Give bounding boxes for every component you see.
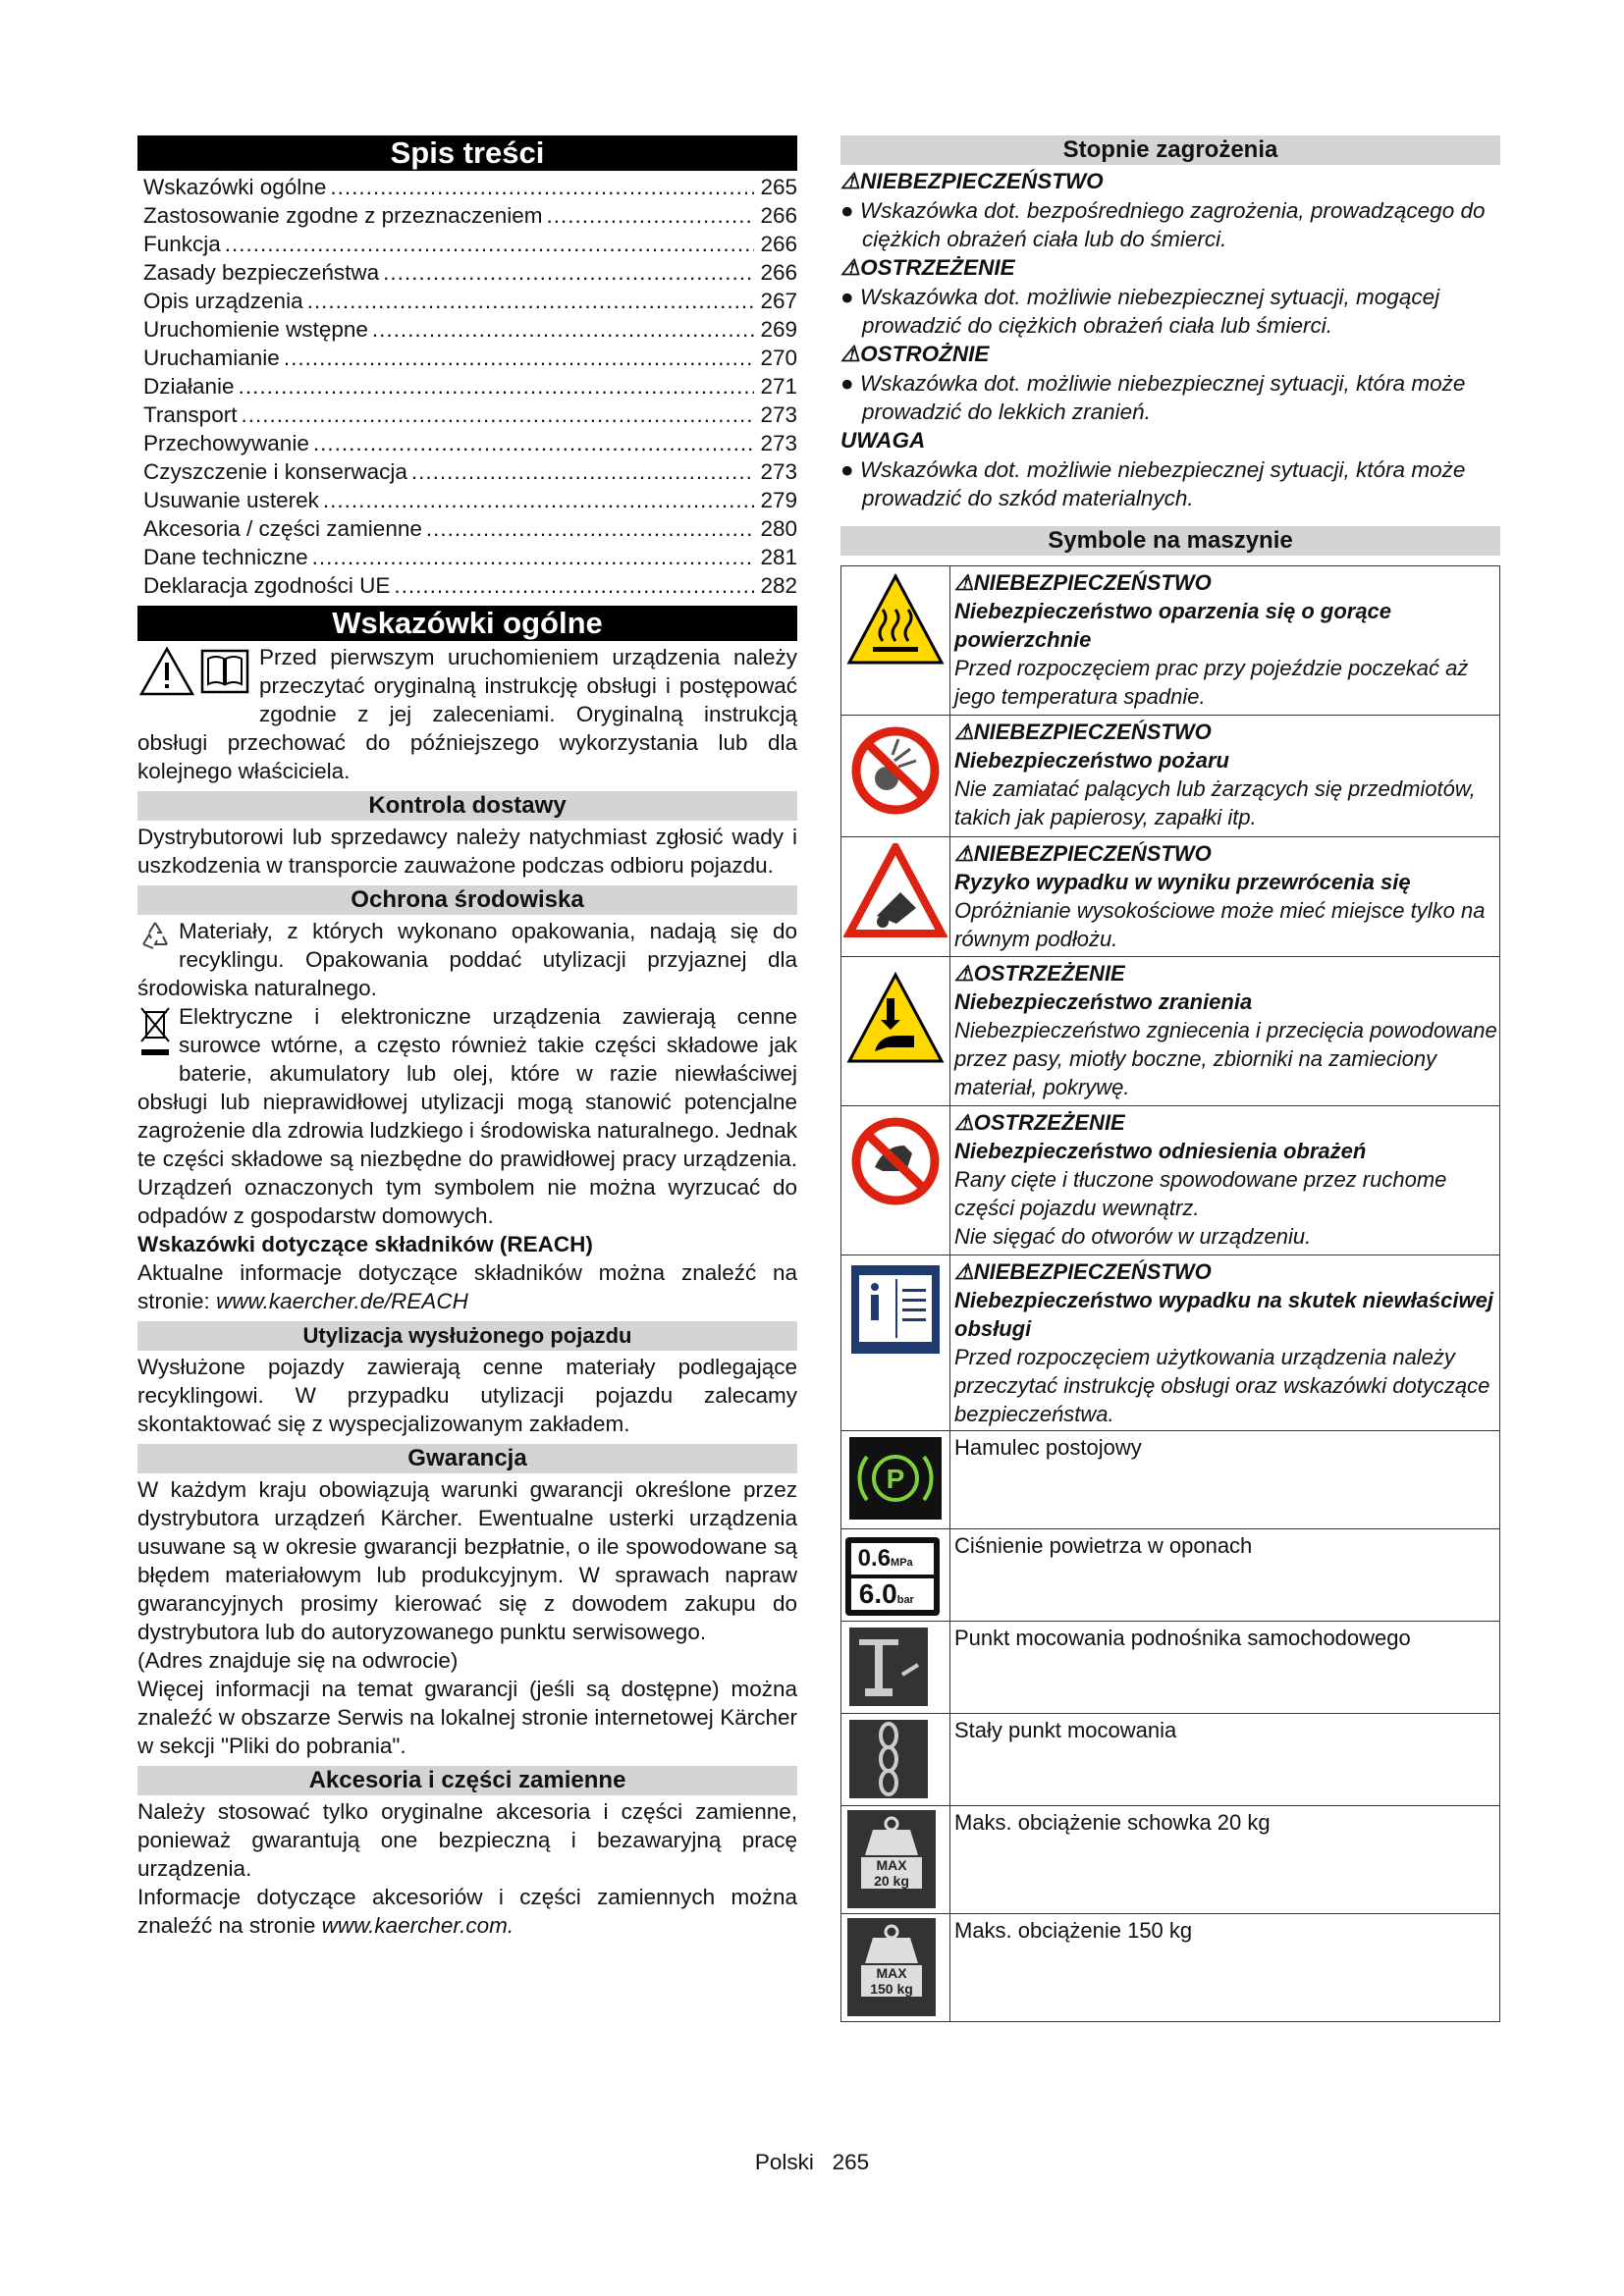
toc-entry[interactable]: Wskazówki ogólne ..... 265 xyxy=(143,173,797,201)
symbol-text: ⚠OSTRZEŻENIE Niebezpieczeństwo zranienia Niebezpieczeństwo zgniecenia i przecięcia powodowane przez pasy, miotły boczne, zbiorniki na zamieciony materiał, pokrywę. xyxy=(950,957,1500,1106)
footer-page-number: 265 xyxy=(832,2150,870,2174)
disposal-title: Utylizacja wysłużonego pojazdu xyxy=(137,1321,797,1351)
right-column xyxy=(840,135,1500,2022)
table-row xyxy=(841,957,1500,1106)
table-row xyxy=(841,1914,1500,2022)
max-load-20kg-icon: MAX 20 kg xyxy=(841,1806,950,1914)
page-footer xyxy=(0,2150,1624,2175)
hazard-level-text: ● Wskazówka dot. możliwie niebezpiecznej sytuacji, która może prowadzić do lekkich zranień. xyxy=(840,371,1466,424)
tire-pressure-icon: 0.6MPa 6.0bar xyxy=(841,1529,950,1622)
toc-entry[interactable]: Deklaracja zgodności UE ..... 282 xyxy=(143,571,797,600)
read-manual-icon xyxy=(841,1255,950,1431)
footer-language: Polski xyxy=(754,2150,814,2174)
toc-list xyxy=(137,173,797,600)
accessories-text-1: Należy stosować tylko oryginalne akcesoria i części zamienne, ponieważ gwarantują one bezpieczną i bezawaryjną pracę urządzenia. xyxy=(137,1799,797,1881)
hot-surface-icon xyxy=(841,566,950,716)
symbol-text: Maks. obciążenie 150 kg xyxy=(950,1914,1500,2022)
svg-text:P: P xyxy=(886,1464,905,1494)
max-load-150kg-icon: MAX 150 kg xyxy=(841,1914,950,2022)
symbol-text: Ciśnienie powietrza w oponach xyxy=(950,1529,1500,1622)
warranty-text-3: Więcej informacji na temat gwarancji (jeśli są dostępne) można znaleźć w obszarze Serwis na lokalnej stronie internetowej Kärcher w sekcji "Pliki do pobrania". xyxy=(137,1677,797,1758)
symbols-title: Symbole na maszynie xyxy=(840,526,1500,556)
recycle-text: Materiały, z których wykonano opakowania, nadają się do recyklingu. Opakowania poddać utylizacji przyjaznej dla środowiska naturalnego. xyxy=(137,919,797,1000)
toc-entry[interactable]: Transport ..... 273 xyxy=(143,400,797,429)
symbol-text: Punkt mocowania podnośnika samochodowego xyxy=(950,1622,1500,1714)
table-row xyxy=(841,1622,1500,1714)
warning-triangle-icon xyxy=(137,645,253,705)
toc-entry[interactable]: Usuwanie usterek ..... 279 xyxy=(143,486,797,514)
symbol-text: ⚠NIEBEZPIECZEŃSTWO Niebezpieczeństwo oparzenia się o gorące powierzchnie Przed rozpoczęciem prac przy pojeździe poczekać aż jego temperatura spadnie. xyxy=(950,566,1500,716)
reach-title: Wskazówki dotyczące składników (REACH) xyxy=(137,1232,593,1256)
table-row xyxy=(841,566,1500,716)
hazard-level-text: ● Wskazówka dot. możliwie niebezpiecznej sytuacji, mogącej prowadzić do ciężkich obrażeń ciała lub śmierci. xyxy=(840,285,1440,338)
hazard-level-name: ⚠NIEBEZPIECZEŃSTWO xyxy=(840,169,1104,193)
disposal-text: Wysłużone pojazdy zawierają cenne materiały podlegające recyklingowi. W przypadku utylizacji pojazdu zalecamy skontaktować się z wyspecjalizowanym zakładem. xyxy=(137,1355,797,1436)
left-column xyxy=(137,135,797,1940)
general-title: Wskazówki ogólne xyxy=(137,606,797,641)
toc-entry[interactable]: Czyszczenie i konserwacja ..... 273 xyxy=(143,457,797,486)
recycle-icon xyxy=(137,919,173,961)
environment-title: Ochrona środowiska xyxy=(137,885,797,915)
hazard-title: Stopnie zagrożenia xyxy=(840,135,1500,165)
delivery-title: Kontrola dostawy xyxy=(137,791,797,821)
warranty-text-2: (Adres znajduje się na odwrocie) xyxy=(137,1648,459,1673)
accessories-title: Akcesoria i części zamienne xyxy=(137,1766,797,1795)
crush-hand-icon xyxy=(841,957,950,1106)
table-row xyxy=(841,1106,1500,1255)
hazard-level-name: UWAGA xyxy=(840,428,926,453)
table-row xyxy=(841,1255,1500,1431)
parking-brake-icon xyxy=(841,1431,950,1529)
toc-entry[interactable]: Działanie ..... 271 xyxy=(143,372,797,400)
tie-down-point-icon xyxy=(841,1714,950,1806)
no-reach-in-icon xyxy=(841,1106,950,1255)
no-fire-icon xyxy=(841,716,950,837)
toc-entry[interactable]: Przechowywanie ..... 273 xyxy=(143,429,797,457)
table-row xyxy=(841,837,1500,957)
hazard-level-text: ● Wskazówka dot. bezpośredniego zagrożenia, prowadzącego do ciężkich obrażeń ciała lub do śmierci. xyxy=(840,198,1486,251)
symbols-table xyxy=(840,565,1500,2022)
table-row xyxy=(841,1529,1500,1622)
accessories-text-2: Informacje dotyczące akcesoriów i części zamiennych można znaleźć na stronie www.kaercher.com. xyxy=(137,1885,797,1938)
toc-title: Spis treści xyxy=(137,135,797,171)
crossed-bin-icon xyxy=(137,1004,173,1068)
toc-entry[interactable]: Opis urządzenia ..... 267 xyxy=(143,287,797,315)
weee-text: Elektryczne i elektroniczne urządzenia zawierają cenne surowce wtórne, a często również takie części składowe jak baterie, akumulatory lub olej, które w razie niewłaściwej obsługi lub nieprawidłowej utylizacji mogą stanowić potencjalne zagrożenie dla zdrowia ludzkiego i środowiska naturalnego. Jednak te części składowe są niezbędne do prawidłowej pracy urządzenia. Urządzeń oznaczonych tym symbolem nie można wyrzucać do odpadów z gospodarstw domowych. xyxy=(137,1004,797,1228)
hazard-level-name: ⚠OSTRZEŻENIE xyxy=(840,255,1015,280)
accessories-link[interactable]: www.kaercher.com. xyxy=(321,1913,514,1938)
toc-entry[interactable]: Uruchomienie wstępne ..... 269 xyxy=(143,315,797,344)
symbol-text: Hamulec postojowy xyxy=(950,1431,1500,1529)
delivery-text: Dystrybutorowi lub sprzedawcy należy natychmiast zgłosić wady i uszkodzenia w transporcie zauważone podczas odbioru pojazdu. xyxy=(137,825,797,878)
toc-entry[interactable]: Zasady bezpieczeństwa ..... 266 xyxy=(143,258,797,287)
toc-entry[interactable]: Zastosowanie zgodne z przeznaczeniem ..... 266 xyxy=(143,201,797,230)
symbol-text: Stały punkt mocowania xyxy=(950,1714,1500,1806)
symbol-text: ⚠NIEBEZPIECZEŃSTWO Ryzyko wypadku w wyniku przewrócenia się Opróżnianie wysokościowe może mieć miejsce tylko na równym podłożu. xyxy=(950,837,1500,957)
warranty-title: Gwarancja xyxy=(137,1444,797,1473)
table-row xyxy=(841,1714,1500,1806)
hazard-levels xyxy=(840,167,1500,512)
toc-entry[interactable]: Dane techniczne ..... 281 xyxy=(143,543,797,571)
hazard-level-text: ● Wskazówka dot. możliwie niebezpiecznej sytuacji, która może prowadzić do szkód materialnych. xyxy=(840,457,1466,510)
toc-entry[interactable]: Uruchamianie ..... 270 xyxy=(143,344,797,372)
table-row xyxy=(841,716,1500,837)
tip-over-icon xyxy=(841,837,950,957)
warranty-text-1: W każdym kraju obowiązują warunki gwarancji określone przez dystrybutora urządzeń Kärcher. Ewentualne usterki urządzenia usuwane są w okresie gwarancji bezpłatnie, o ile spowodowane są błędem materiałowym lub produkcyjnym. W sprawach napraw gwarancyjnych prosimy kierować się z dowodem zakupu do dystrybutora lub do autoryzowanego punktu serwisowego. xyxy=(137,1477,797,1644)
reach-link[interactable]: www.kaercher.de/REACH xyxy=(216,1289,468,1313)
toc-entry[interactable]: Akcesoria / części zamienne ..... 280 xyxy=(143,514,797,543)
symbol-text: ⚠NIEBEZPIECZEŃSTWO Niebezpieczeństwo wypadku na skutek niewłaściwej obsługi Przed rozpoczęciem użytkowania urządzenia należy przeczytać instrukcję obsługi oraz wskazówki dotyczące bezpieczeństwa. xyxy=(950,1255,1500,1431)
general-intro: Przed pierwszym uruchomieniem urządzenia należy przeczytać oryginalną instrukcję obsługi i postępować zgodnie z jej zaleceniami. Oryginalną instrukcją obsługi przechować do późniejszego wykorzystania lub dla kolejnego właściciela. xyxy=(137,645,797,783)
table-row xyxy=(841,1431,1500,1529)
jack-point-icon xyxy=(841,1622,950,1714)
symbol-text: ⚠NIEBEZPIECZEŃSTWO Niebezpieczeństwo pożaru Nie zamiatać palących lub żarzących się przedmiotów, takich jak papierosy, zapałki itp. xyxy=(950,716,1500,837)
symbol-text: Maks. obciążenie schowka 20 kg xyxy=(950,1806,1500,1914)
symbol-text: ⚠OSTRZEŻENIE Niebezpieczeństwo odniesienia obrażeń Rany cięte i tłuczone spowodowane przez ruchome części pojazdu wewnątrz. Nie sięgać do otworów w urządzeniu. xyxy=(950,1106,1500,1255)
toc-entry[interactable]: Funkcja ..... 266 xyxy=(143,230,797,258)
hazard-level-name: ⚠OSTROŻNIE xyxy=(840,342,990,366)
table-row xyxy=(841,1806,1500,1914)
reach-text: Aktualne informacje dotyczące składników można znaleźć na stronie: www.kaercher.de/REACH xyxy=(137,1260,797,1313)
